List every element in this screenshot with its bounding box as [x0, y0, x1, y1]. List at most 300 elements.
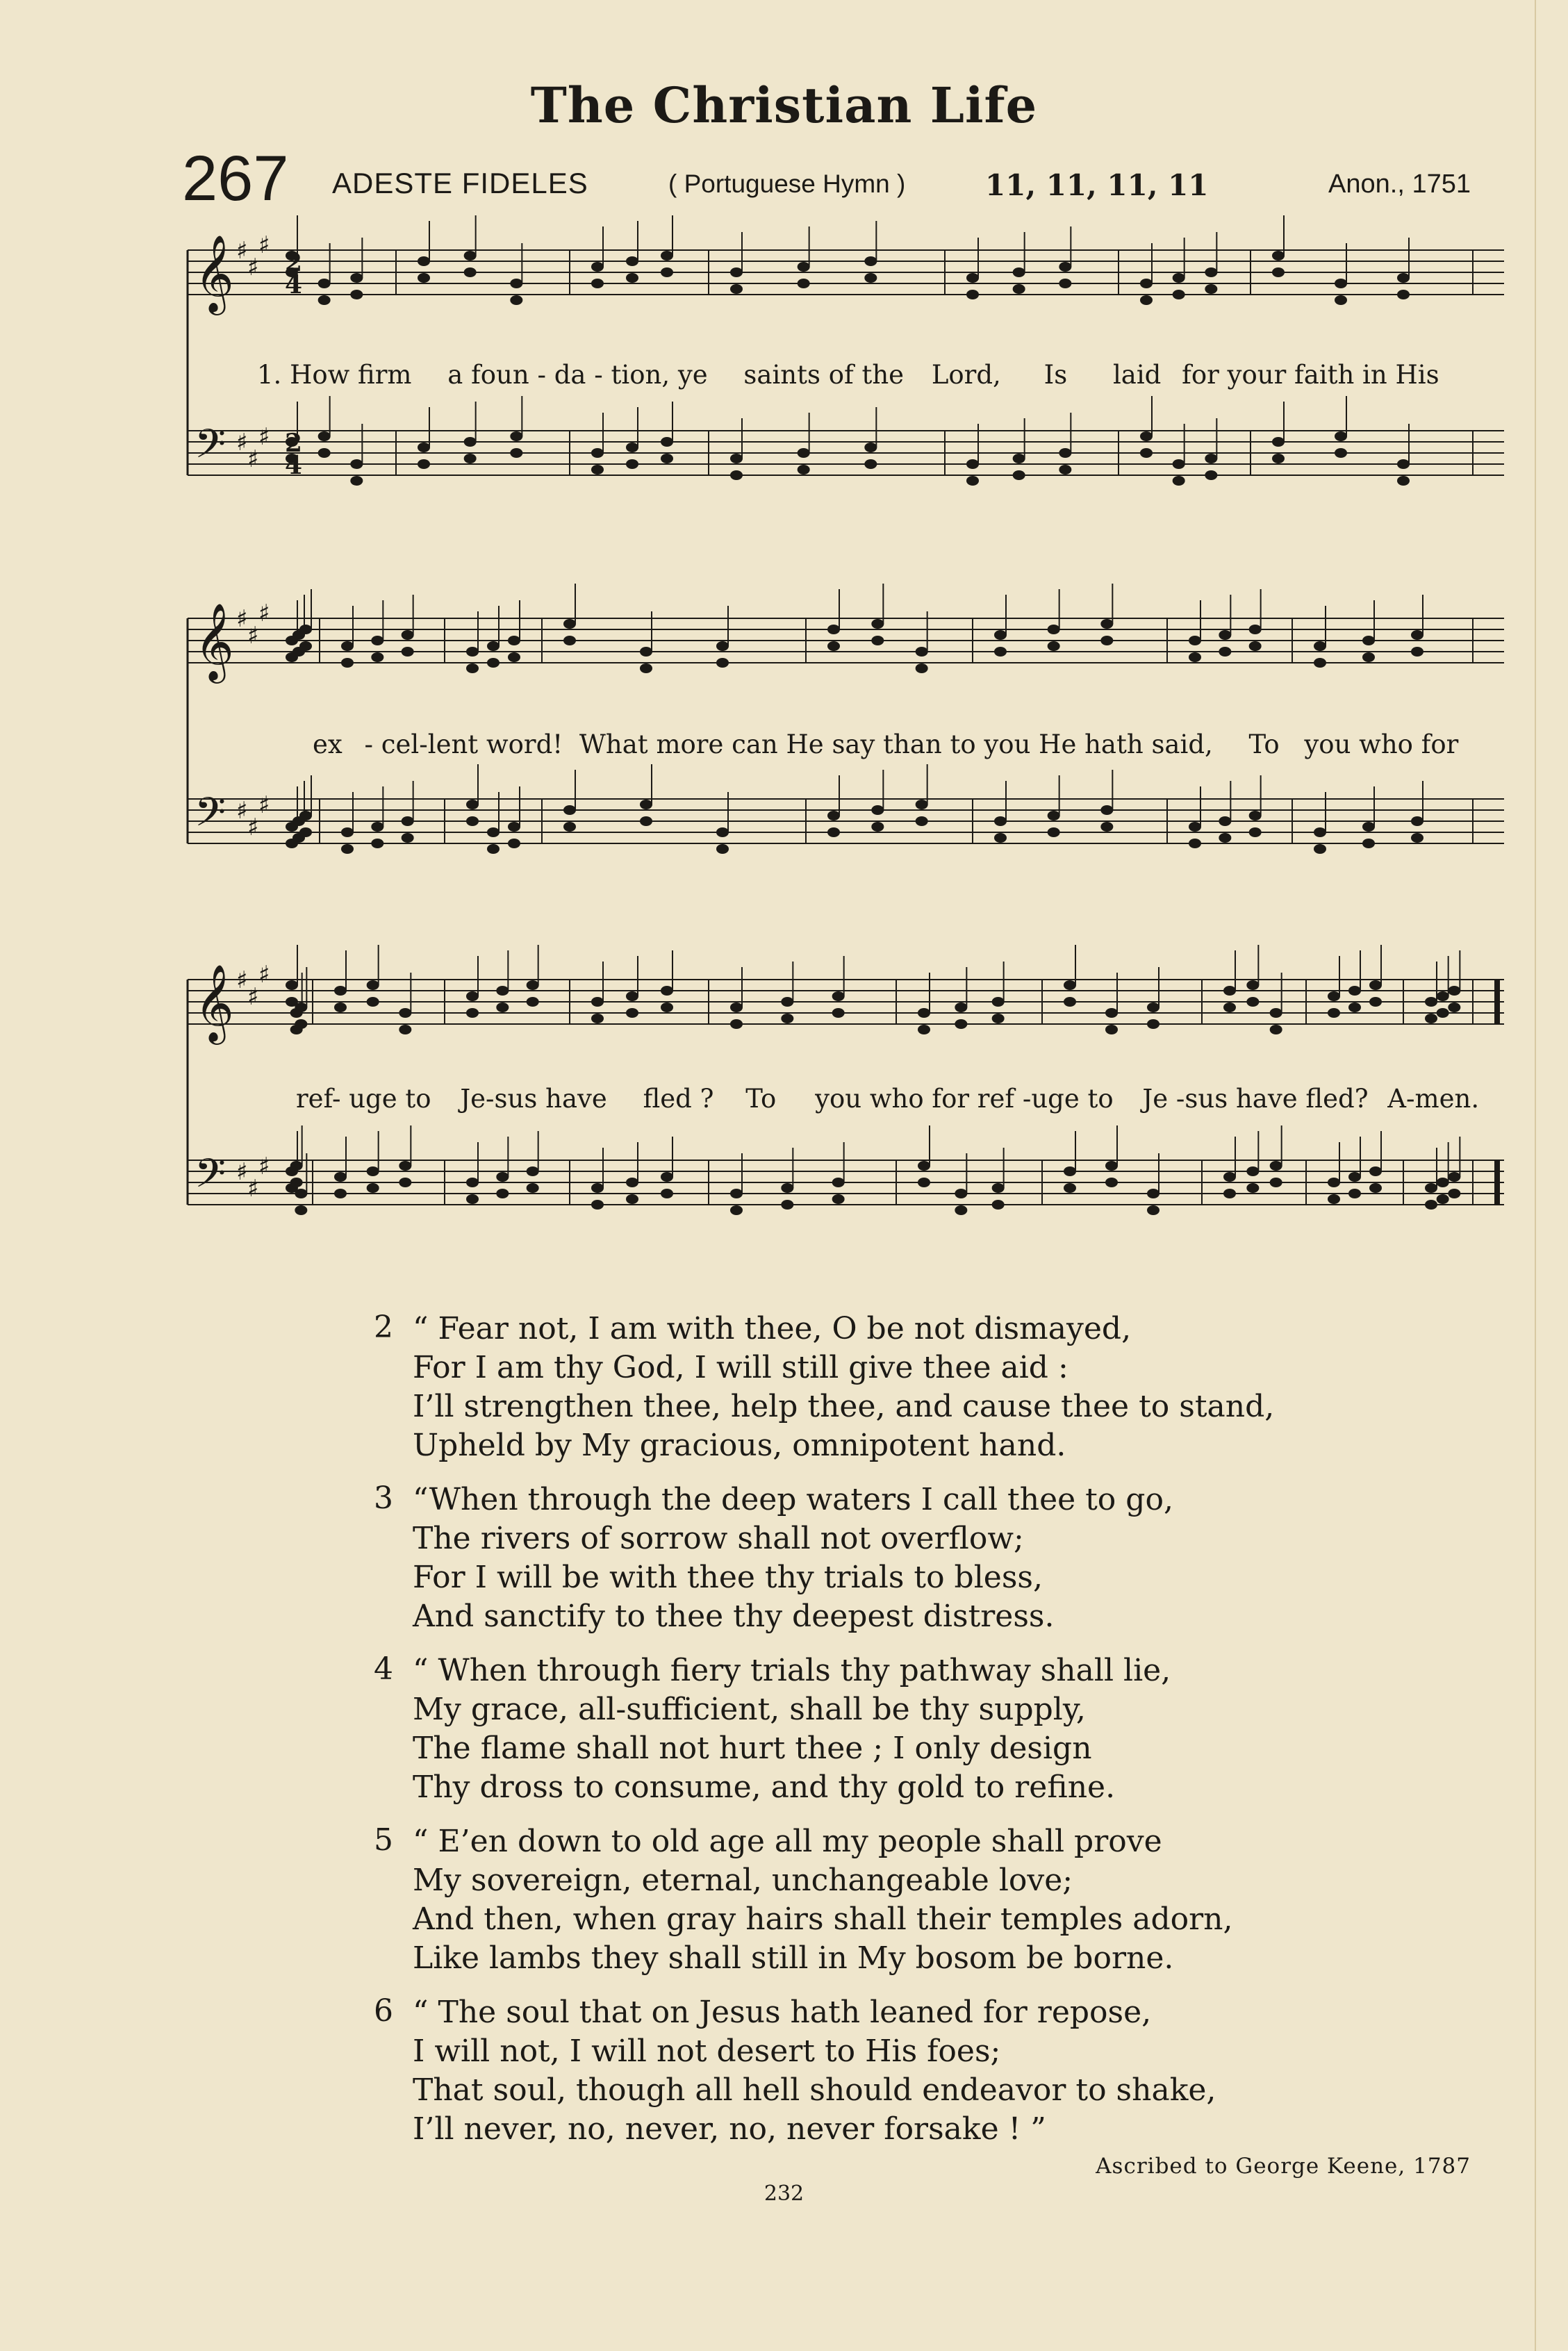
notehead: [916, 663, 928, 673]
notehead: [1048, 827, 1060, 837]
sharp-icon: ♯: [258, 1153, 270, 1180]
sharp-icon: ♯: [247, 983, 259, 1011]
notehead: [1147, 1189, 1160, 1198]
notehead: [1425, 1014, 1437, 1023]
lyric-line-3: [257, 1084, 1528, 1114]
stanza-2: [374, 1310, 1471, 1465]
notehead: [591, 1014, 604, 1023]
notehead: [1173, 273, 1185, 283]
lyric-line-1: [257, 360, 1528, 390]
stanza-number: 3: [374, 1480, 393, 1516]
notehead: [299, 641, 312, 651]
notehead: [781, 1183, 793, 1193]
stanza-line: And then, when gray hairs shall their temples adorn,: [413, 1902, 1233, 1937]
lyric-syllable: 1. How firm: [257, 360, 412, 390]
lyric-syllable: saints of the: [743, 360, 905, 390]
notehead: [1362, 636, 1375, 645]
notehead: [299, 625, 312, 634]
notehead: [371, 822, 383, 832]
notehead: [730, 454, 743, 463]
notehead: [626, 273, 638, 283]
notehead: [1348, 986, 1361, 996]
notehead: [1189, 839, 1201, 848]
notehead: [661, 1189, 673, 1198]
notehead: [864, 273, 877, 283]
score-system-2: [181, 584, 1528, 959]
notehead: [994, 630, 1007, 640]
lyric-syllable: you who for: [1304, 729, 1459, 759]
stanza-3: [374, 1480, 1471, 1636]
notehead: [1448, 1003, 1460, 1012]
notehead: [730, 470, 743, 480]
sharp-icon: ♯: [258, 791, 270, 819]
notehead: [591, 465, 604, 475]
notehead: [1335, 279, 1347, 288]
notehead: [591, 1183, 604, 1193]
notehead: [1369, 980, 1382, 990]
notehead: [871, 636, 884, 645]
notehead: [716, 827, 729, 837]
notehead: [1270, 1008, 1282, 1018]
notehead: [1189, 822, 1201, 832]
notehead: [966, 476, 979, 486]
stanza-6: [374, 1993, 1471, 2149]
notehead: [955, 1019, 967, 1029]
notehead: [1335, 295, 1347, 305]
stanza-line: “ The soul that on Jesus hath leaned for repose,: [413, 1995, 1152, 2030]
notehead: [1249, 625, 1262, 634]
notehead: [832, 1194, 845, 1204]
notehead: [591, 279, 604, 288]
notehead: [661, 251, 673, 261]
notehead: [1270, 1025, 1282, 1034]
notehead: [487, 844, 500, 854]
lyric-syllable: a foun - da - tion, ye: [447, 360, 708, 390]
notehead: [508, 839, 520, 848]
notehead: [1272, 454, 1285, 463]
notehead: [1100, 636, 1113, 645]
notehead: [341, 658, 354, 668]
notehead: [299, 827, 312, 837]
score-system-1: [181, 215, 1528, 591]
notehead: [1219, 833, 1231, 843]
notehead: [781, 1014, 793, 1023]
notehead: [1362, 652, 1375, 662]
lyric-syllable: To: [1248, 729, 1280, 759]
page-edge: [1535, 0, 1536, 2351]
notehead: [1147, 1019, 1160, 1029]
notehead: [661, 1172, 673, 1182]
notehead: [661, 454, 673, 463]
notehead: [1205, 284, 1217, 294]
sharp-icon: ♯: [247, 1175, 259, 1203]
notehead: [1140, 279, 1153, 288]
notehead: [918, 1178, 930, 1187]
notehead: [798, 465, 810, 475]
notehead: [1013, 267, 1025, 277]
notehead: [1219, 630, 1231, 640]
notehead: [295, 1003, 307, 1012]
notehead: [399, 1008, 411, 1018]
notehead: [487, 827, 500, 837]
notehead: [992, 997, 1005, 1007]
notehead: [1100, 805, 1113, 815]
sharp-icon: ♯: [247, 254, 259, 281]
notehead: [1013, 284, 1025, 294]
notehead: [1328, 1008, 1340, 1018]
notehead: [832, 1178, 845, 1187]
notehead: [1048, 641, 1060, 651]
sharp-icon: ♯: [236, 605, 248, 633]
notehead: [966, 273, 979, 283]
notehead: [402, 816, 414, 826]
notehead: [1328, 1178, 1340, 1187]
music-system-2: [181, 584, 1528, 959]
notehead: [730, 1205, 743, 1215]
notehead: [716, 641, 729, 651]
lyric-syllable: A-men.: [1387, 1084, 1480, 1114]
notehead: [527, 1166, 539, 1176]
notehead: [466, 991, 479, 1001]
notehead: [1270, 1178, 1282, 1187]
lyric-syllable: fled ?: [643, 1084, 714, 1114]
notehead: [1219, 816, 1231, 826]
notehead: [1411, 630, 1423, 640]
composer-credit: Anon., 1751: [1328, 170, 1471, 199]
notehead: [1246, 980, 1259, 990]
stanza-line: For I will be with thee thy trials to bless,: [413, 1560, 1043, 1595]
bass-clef-icon: 𝄢: [195, 789, 226, 845]
notehead: [464, 454, 477, 463]
notehead: [508, 652, 520, 662]
notehead: [918, 1161, 930, 1171]
notehead: [418, 443, 430, 452]
notehead: [994, 833, 1007, 843]
notehead: [1437, 991, 1449, 1001]
notehead: [402, 630, 414, 640]
notehead: [1064, 1183, 1076, 1193]
notehead: [827, 641, 840, 651]
notehead: [1105, 1178, 1118, 1187]
notehead: [1223, 1189, 1236, 1198]
stanza-number: 2: [374, 1310, 393, 1345]
stanza-line: The flame shall not hurt thee ; I only design: [413, 1731, 1092, 1766]
notehead: [318, 295, 331, 305]
stanza-line: Thy dross to consume, and thy gold to refine.: [413, 1770, 1116, 1805]
lyric-syllable: ex: [313, 729, 343, 759]
notehead: [1314, 658, 1326, 668]
notehead: [832, 1008, 845, 1018]
notehead: [832, 991, 845, 1001]
notehead: [1189, 636, 1201, 645]
notehead: [916, 816, 928, 826]
sharp-icon: ♯: [247, 622, 259, 650]
notehead: [1425, 1183, 1437, 1193]
bass-clef-icon: 𝄢: [195, 1150, 226, 1207]
notehead: [1335, 431, 1347, 441]
stanza-list: [374, 1310, 1471, 2164]
tune-note: ( Portuguese Hymn ): [668, 170, 906, 198]
stanza-number: 5: [374, 1822, 393, 1858]
notehead: [371, 636, 383, 645]
notehead: [1328, 991, 1340, 1001]
notehead: [1173, 476, 1185, 486]
notehead: [399, 1161, 411, 1171]
notehead: [341, 827, 354, 837]
lyric-syllable: ref- uge to: [296, 1084, 431, 1114]
notehead: [781, 997, 793, 1007]
notehead: [527, 1183, 539, 1193]
notehead: [992, 1014, 1005, 1023]
notehead: [1223, 1172, 1236, 1182]
notehead: [716, 658, 729, 668]
notehead: [341, 844, 354, 854]
notehead: [1173, 290, 1185, 299]
notehead: [318, 279, 331, 288]
notehead: [295, 1205, 307, 1215]
notehead: [1059, 279, 1071, 288]
stanza-number: 4: [374, 1651, 393, 1687]
stanza-line: I’ll strengthen thee, help thee, and cause thee to stand,: [413, 1389, 1275, 1424]
notehead: [563, 619, 576, 629]
notehead: [955, 1003, 967, 1012]
notehead: [1314, 844, 1326, 854]
notehead: [510, 431, 522, 441]
notehead: [661, 437, 673, 447]
notehead: [640, 647, 652, 657]
notehead: [1048, 625, 1060, 634]
notehead: [827, 625, 840, 634]
notehead: [464, 437, 477, 447]
lyric-syllable: To: [745, 1084, 777, 1114]
notehead: [466, 1178, 479, 1187]
lyric-syllable: Lord,: [931, 360, 1001, 390]
notehead: [1100, 822, 1113, 832]
notehead: [418, 459, 430, 469]
text-attribution: Ascribed to George Keene, 1787: [1096, 2154, 1471, 2179]
stanza-line: I’ll never, no, never, no, never forsake ! ”: [413, 2111, 1046, 2147]
notehead: [1362, 822, 1375, 832]
notehead: [918, 1008, 930, 1018]
notehead: [563, 636, 576, 645]
notehead: [563, 805, 576, 815]
sharp-icon: ♯: [236, 797, 248, 825]
notehead: [626, 1194, 638, 1204]
notehead: [730, 267, 743, 277]
notehead: [626, 991, 638, 1001]
stanza-line: I will not, I will not desert to His foes;: [413, 2034, 1001, 2069]
notehead: [1140, 448, 1153, 458]
sharp-icon: ♯: [258, 600, 270, 627]
notehead: [871, 822, 884, 832]
notehead: [334, 986, 347, 996]
notehead: [781, 1200, 793, 1210]
notehead: [466, 663, 479, 673]
notehead: [464, 267, 477, 277]
notehead: [466, 816, 479, 826]
notehead: [1205, 267, 1217, 277]
notehead: [1249, 811, 1262, 820]
notehead: [290, 1178, 303, 1187]
notehead: [1397, 273, 1410, 283]
notehead: [730, 1003, 743, 1012]
notehead: [1437, 1194, 1449, 1204]
notehead: [626, 1008, 638, 1018]
lyric-syllable: you who for ref -uge to: [815, 1084, 1114, 1114]
notehead: [994, 816, 1007, 826]
stanza-line: My sovereign, eternal, unchangeable love;: [413, 1863, 1073, 1898]
notehead: [334, 1172, 347, 1182]
notehead: [1425, 1200, 1437, 1210]
notehead: [318, 448, 331, 458]
notehead: [1013, 470, 1025, 480]
notehead: [402, 647, 414, 657]
notehead: [1448, 1189, 1460, 1198]
notehead: [640, 663, 652, 673]
notehead: [367, 980, 379, 990]
notehead: [1140, 295, 1153, 305]
notehead: [916, 647, 928, 657]
notehead: [626, 256, 638, 266]
notehead: [798, 448, 810, 458]
notehead: [1411, 647, 1423, 657]
music-system-3: [181, 945, 1528, 1320]
notehead: [350, 459, 363, 469]
notehead: [730, 284, 743, 294]
lyric-syllable: for your faith in His: [1182, 360, 1439, 390]
notehead: [1059, 465, 1071, 475]
notehead: [1059, 262, 1071, 272]
notehead: [1219, 647, 1231, 657]
notehead: [1348, 1003, 1361, 1012]
notehead: [341, 641, 354, 651]
notehead: [640, 800, 652, 809]
stanza-line: “ E’en down to old age all my people shall prove: [413, 1824, 1162, 1859]
notehead: [510, 448, 522, 458]
notehead: [1246, 1166, 1259, 1176]
notehead: [955, 1189, 967, 1198]
sharp-icon: ♯: [258, 423, 270, 451]
notehead: [1105, 1025, 1118, 1034]
notehead: [1249, 641, 1262, 651]
lyric-syllable: What more can He say than to you He hath said,: [579, 729, 1213, 759]
hymn-number: 267: [182, 143, 289, 214]
notehead: [916, 800, 928, 809]
notehead: [918, 1025, 930, 1034]
notehead: [640, 816, 652, 826]
notehead: [871, 619, 884, 629]
notehead: [1448, 986, 1460, 996]
tune-name: ADESTE FIDELES: [332, 167, 588, 199]
lyric-syllable: Je-sus have: [460, 1084, 607, 1114]
notehead: [510, 295, 522, 305]
notehead: [992, 1183, 1005, 1193]
notehead: [1048, 811, 1060, 820]
music-system-1: [181, 215, 1528, 591]
notehead: [371, 839, 383, 848]
notehead: [1348, 1189, 1361, 1198]
time-signature-denominator: 4: [285, 270, 303, 299]
running-title: The Christian Life: [530, 76, 1038, 134]
notehead: [466, 1008, 479, 1018]
sharp-icon: ♯: [247, 445, 259, 473]
notehead: [1335, 448, 1347, 458]
notehead: [591, 997, 604, 1007]
notehead: [1369, 1183, 1382, 1193]
notehead: [402, 833, 414, 843]
lyric-syllable: Je -sus have fled?: [1142, 1084, 1369, 1114]
notehead: [1140, 431, 1153, 441]
notehead: [466, 800, 479, 809]
notehead: [1362, 839, 1375, 848]
notehead: [1437, 1178, 1449, 1187]
notehead: [730, 1189, 743, 1198]
notehead: [864, 256, 877, 266]
page-number: 232: [764, 2181, 804, 2206]
notehead: [1272, 267, 1285, 277]
notehead: [966, 459, 979, 469]
notehead: [1173, 459, 1185, 469]
notehead: [464, 251, 477, 261]
notehead: [1105, 1008, 1118, 1018]
notehead: [1205, 470, 1217, 480]
notehead: [1437, 1008, 1449, 1018]
notehead: [955, 1205, 967, 1215]
notehead: [994, 647, 1007, 657]
notehead: [487, 658, 500, 668]
notehead: [798, 279, 810, 288]
stanza-line: Like lambs they shall still in My bosom be borne.: [413, 1940, 1174, 1976]
stanza-5: [374, 1822, 1471, 1978]
treble-clef-icon: 𝄞: [195, 602, 234, 680]
notehead: [371, 652, 383, 662]
sharp-icon: ♯: [236, 237, 248, 265]
notehead: [286, 980, 298, 990]
sharp-icon: ♯: [236, 1158, 248, 1186]
notehead: [871, 805, 884, 815]
stanza-line: The rivers of sorrow shall not overflow;: [413, 1521, 1024, 1556]
stanza-line: Upheld by My gracious, omnipotent hand.: [413, 1428, 1066, 1463]
stanza-line: My grace, all-sufficient, shall be thy supply,: [413, 1692, 1086, 1727]
notehead: [290, 1161, 303, 1171]
treble-clef-icon: 𝄞: [195, 964, 234, 1041]
notehead: [496, 986, 509, 996]
lyric-line-2: [257, 729, 1528, 759]
notehead: [318, 431, 331, 441]
notehead: [350, 273, 363, 283]
notehead: [399, 1178, 411, 1187]
notehead: [350, 290, 363, 299]
notehead: [1270, 1161, 1282, 1171]
notehead: [527, 997, 539, 1007]
stanza-line: And sanctify to thee thy deepest distress.: [413, 1599, 1055, 1634]
stanza-line: “When through the deep waters I call thee to go,: [413, 1482, 1173, 1517]
notehead: [661, 1003, 673, 1012]
notehead: [1328, 1194, 1340, 1204]
time-signature-denominator: 4: [285, 451, 303, 480]
hymn-meter: 11, 11, 11, 11: [985, 168, 1209, 202]
notehead: [487, 641, 500, 651]
notehead: [1348, 1172, 1361, 1182]
notehead: [367, 997, 379, 1007]
notehead: [510, 279, 522, 288]
notehead: [563, 822, 576, 832]
notehead: [1411, 816, 1423, 826]
notehead: [1314, 641, 1326, 651]
notehead: [1369, 1166, 1382, 1176]
stanza-4: [374, 1651, 1471, 1807]
notehead: [1425, 997, 1437, 1007]
